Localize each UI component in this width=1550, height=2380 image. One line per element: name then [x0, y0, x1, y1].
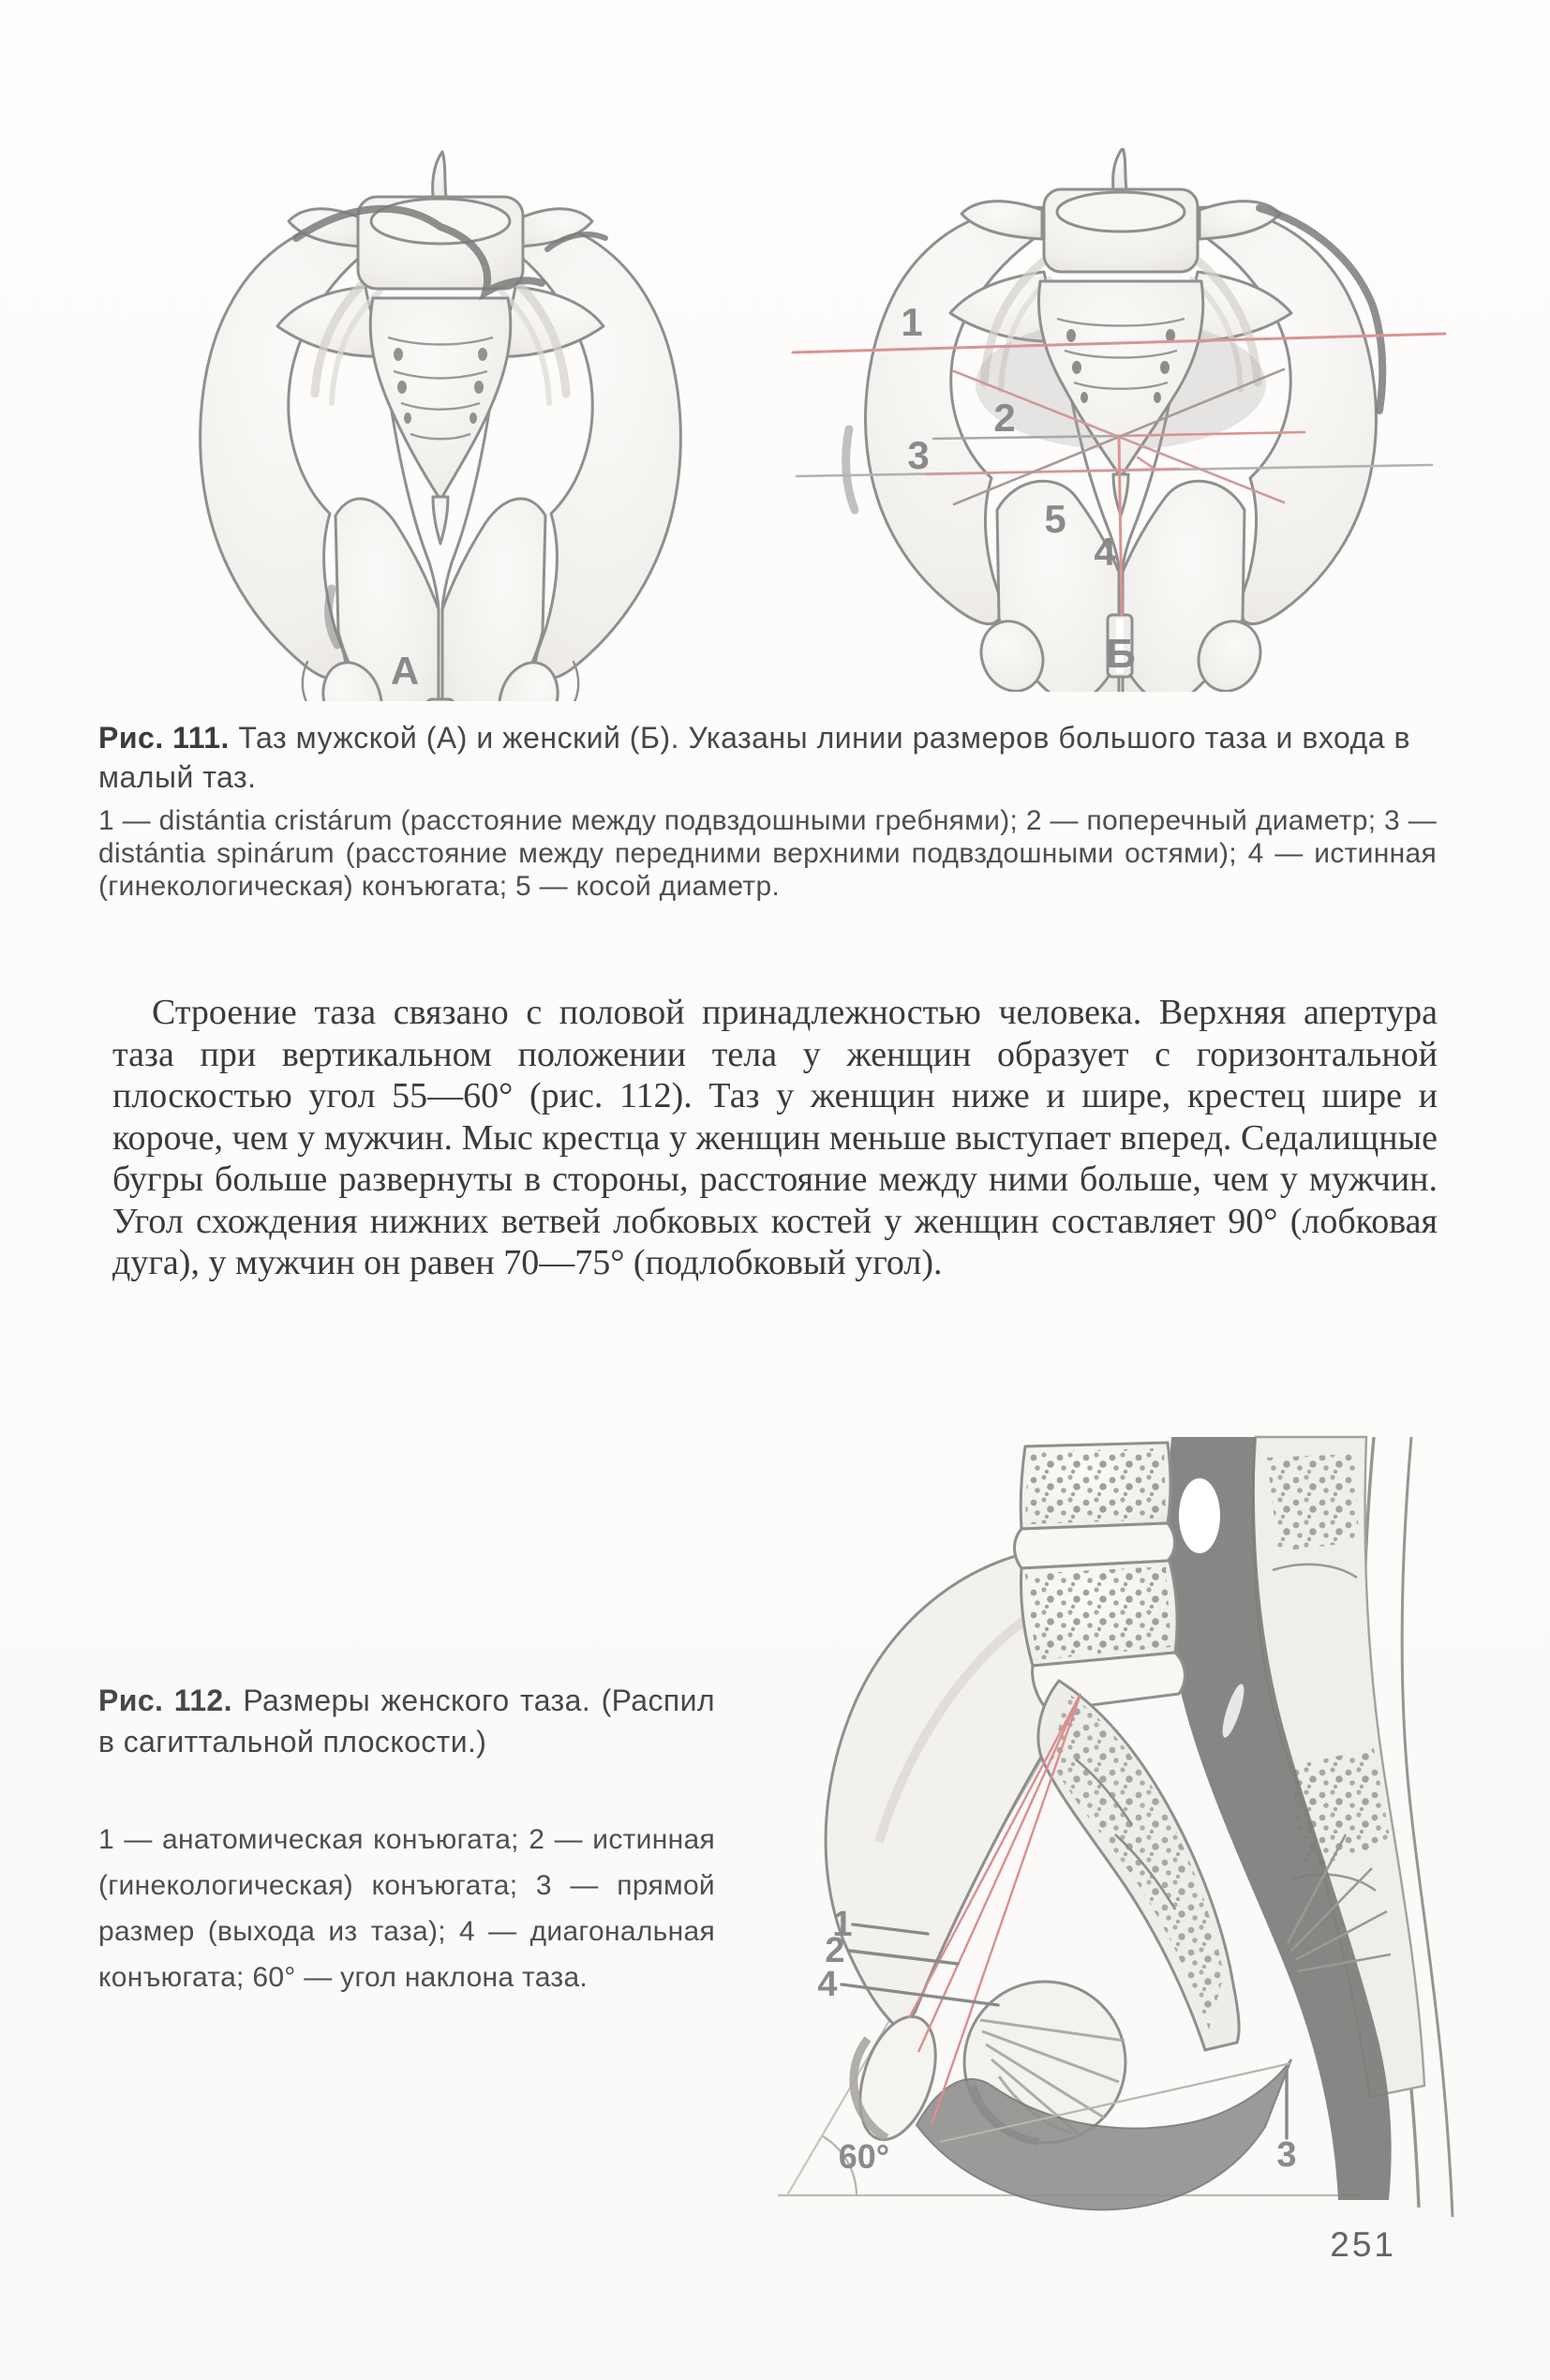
caption-112: [98, 1680, 715, 1762]
vertebra-spinous-tip: [1113, 148, 1126, 189]
label-3: 3: [1276, 2135, 1297, 2175]
page-number: 251: [1330, 2225, 1396, 2264]
panel-a-letter: А: [390, 649, 420, 693]
coccyx: [433, 497, 448, 544]
caption-112-number: Рис. 112.: [98, 1684, 232, 1717]
label-2: 2: [993, 396, 1016, 440]
caption-111-text: Таз мужской (А) и женский (Б). Указаны линии размеров большого таза и входа в малый таз.: [98, 721, 1411, 794]
figure-111-panel-b-female-pelvis: [776, 148, 1466, 692]
figure-111-panel-a-male-pelvis: [111, 148, 770, 701]
label-2: 2: [825, 1931, 845, 1970]
vertebra-endplate: [1057, 192, 1185, 232]
canal-white-gap: [1179, 1478, 1220, 1553]
caption-111: [98, 718, 1410, 797]
label-4: 4: [817, 1965, 838, 2004]
figure-112-sagittal-pelvis: [767, 1429, 1460, 2236]
legend-112: 1 — анатомическая конъюгата; 2 — истинная (гинекологическая) конъюгата; 3 — прямой размер (выхода из таза); 4 — диагональная конъюгата; 60° — угол наклона таза.: [98, 1824, 715, 1993]
lumbar-vertebrae: [1015, 1443, 1185, 1711]
label-angle-60: 60°: [838, 2137, 890, 2176]
pubic-symphysis: [427, 699, 454, 701]
label-1: 1: [832, 1905, 853, 1944]
label-4: 4: [1094, 530, 1116, 574]
panel-b-letter: Б: [1106, 631, 1136, 677]
label-3: 3: [907, 433, 930, 477]
sacrum: [370, 298, 511, 497]
legend-111: 1 — distántia cristárum (расстояние между подвздошными гребнями); 2 — поперечный диаметр; 3 — distántia spinárum (расстояние между передними верхними подвздошными остями); 4 — истинная (гинекологическая) конъюгата; 5 — косой диаметр.: [98, 805, 1437, 902]
label-1: 1: [901, 300, 923, 344]
caption-112-text: Размеры женского таза. (Распил в сагиттальной плоскости.): [98, 1684, 715, 1759]
sacrum: [1038, 281, 1202, 474]
label-5: 5: [1044, 497, 1066, 541]
vertebra-spinous-tip: [433, 152, 446, 197]
caption-111-number: Рис. 111.: [98, 721, 230, 755]
body-paragraph: Строение таза связано с половой принадлежностью человека. Верхняя апертура таза при вертикальном положении тела у женщин образует с горизонтальной плоскостью угол 55—60° (рис. 112). Таз у женщин ниже и шире, крестец шире и короче, чем у мужчин. Мыс крестца у женщин меньше выступает вперед. Седалищные бугры больше развернуты в стороны, расстояние между ними больше, чем у мужчин. Угол схождения нижних ветвей лобковых костей у женщин составляет 90° (лобковая дуга), у мужчин он равен 70—75° (подлобковый угол).: [112, 993, 1438, 1282]
